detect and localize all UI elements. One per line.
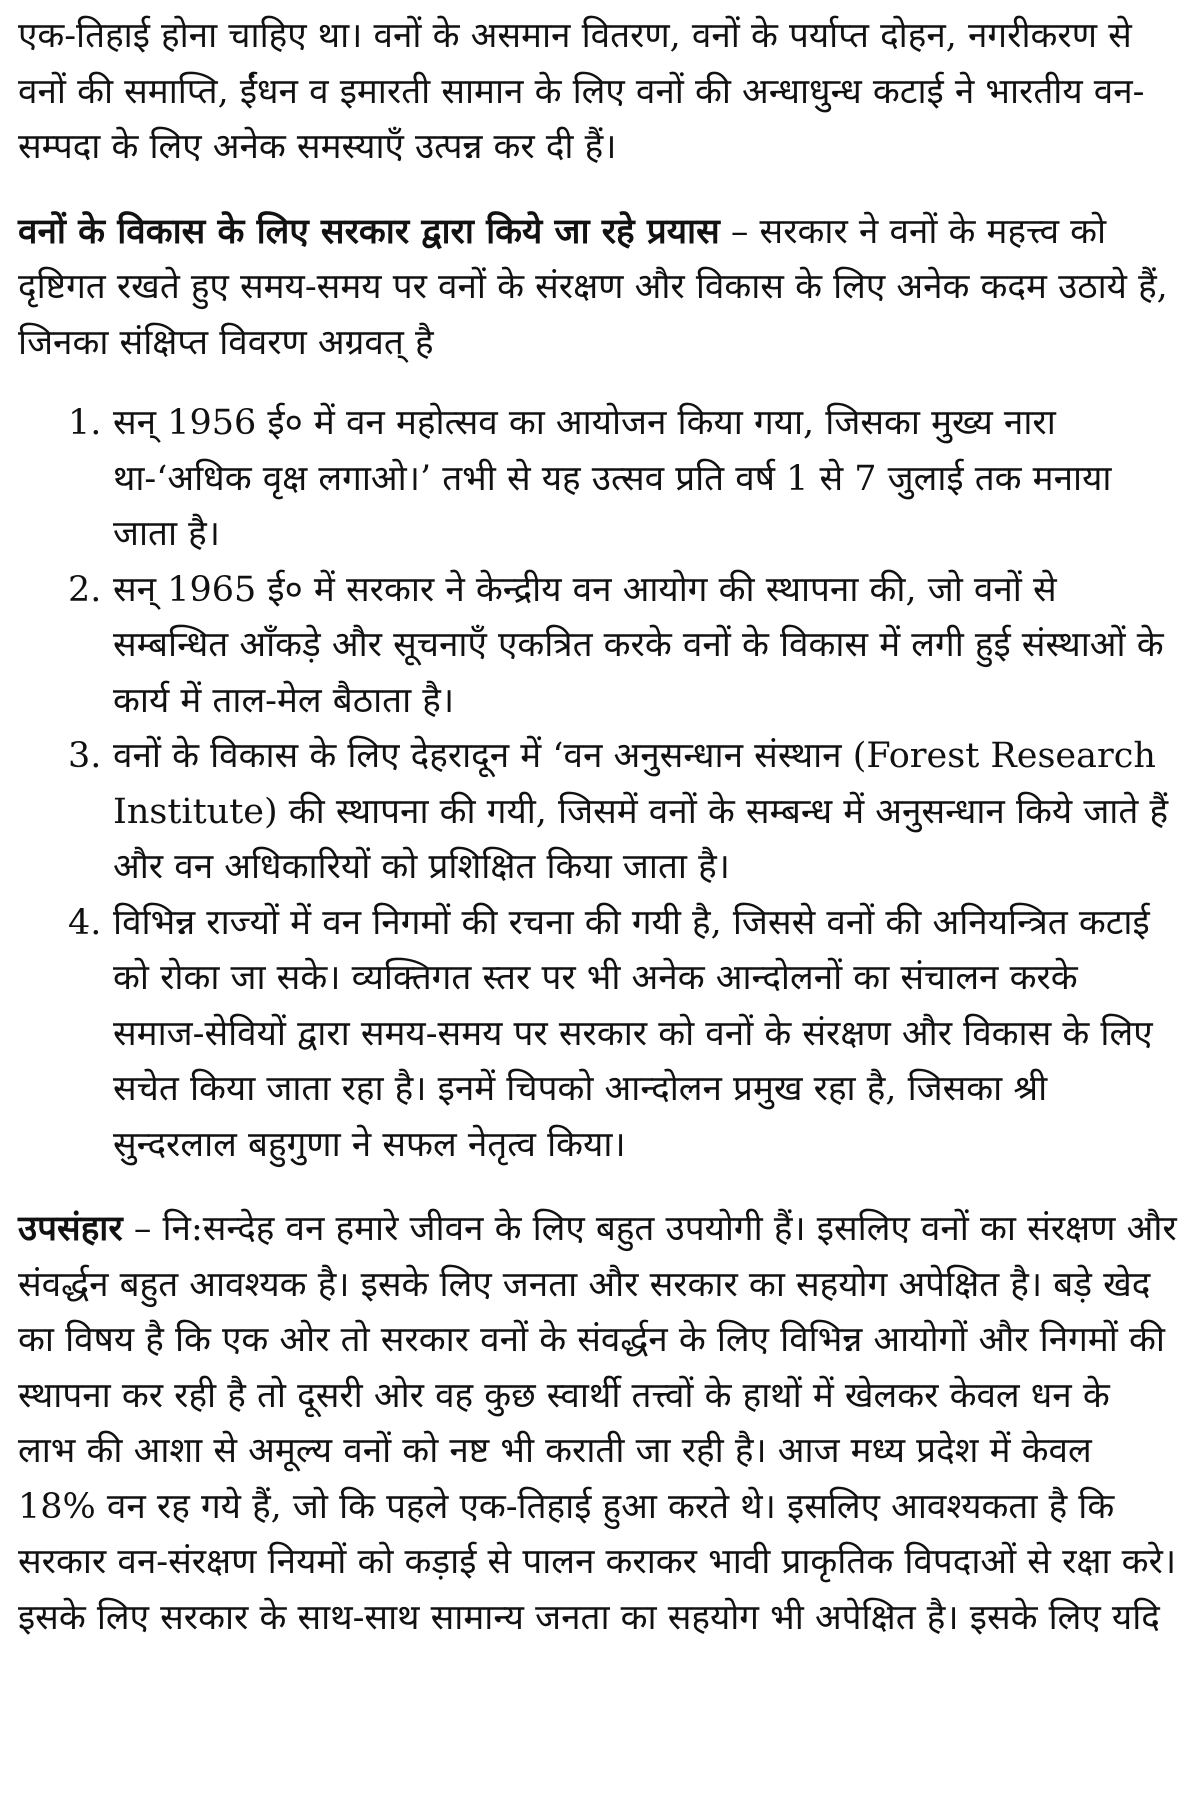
list-item-number: 4. [68,902,102,943]
list-item [68,563,1178,730]
list-item-number: 2. [68,569,102,610]
intro-paragraph: एक-तिहाई होना चाहिए था। वनों के असमान वितरण, वनों के पर्याप्त दोहन, नगरीकरण से वनों की समाप्ति, ईंधन व इमारती सामान के लिए वनों की अन्धाधुन्ध कटाई ने भारतीय वन-सम्पदा के लिए अनेक समस्याएँ उत्पन्न कर दी हैं। [18,16,1145,167]
list-item [68,396,1178,563]
conclusion-paragraph [18,1201,1178,1646]
list-item-number: 1. [68,403,102,443]
list-item-number: 3. [68,736,102,776]
list-item [68,729,1178,896]
efforts-text: सरकार ने वनों के महत्त्व को दृष्टिगत रखते हुए समय-समय पर वनों के संरक्षण और विकास के लिए अनेक कदम उठाये हैं, जिनका संक्षिप्त विवरण अग्रवत् है [18,211,1168,363]
list-item-text: वनों के विकास के लिए देहरादून में ‘वन अनुसन्धान संस्थान (Forest Research Institute) की स्थापना की गयी, जिसमें वनों के सम्बन्ध में अनुसन्धान किये जाते हैं और वन अधिकारियों को प्रशिक्षित किया जाता है। [113,736,1169,887]
efforts-list [18,396,1178,1173]
conclusion-heading: उपसंहार [18,1208,123,1249]
efforts-paragraph [18,204,1178,372]
document-page [18,0,1178,1646]
conclusion-text: नि:सन्देह वन हमारे जीवन के लिए बहुत उपयोगी हैं। इसलिए वनों का संरक्षण और संवर्द्धन बहुत आवश्यक है। इसके लिए जनता और सरकार का सहयोग अपेक्षित है। बड़े खेद का विषय है कि एक ओर तो सरकार वनों के संवर्द्धन के लिए विभिन्न आयोगों और निगमों की स्थापना कर रही है तो दूसरी ओर वह कुछ स्वार्थी तत्त्वों के हाथों में खेलकर केवल धन के लाभ की आशा से अमूल्य वनों को नष्ट भी कराती जा रही है। आज मध्य प्रदेश में केवल 18% वन रह गये हैं, जो कि पहले एक-तिहाई हुआ करते थे। इसलिए आवश्यकता है कि सरकार वन-संरक्षण नियमों को कड़ाई से पालन कराकर भावी प्राकृतिक विपदाओं से रक्षा करे। इसके लिए सरकार के साथ-साथ सामान्य जनता का सहयोग भी अपेक्षित है। इसके लिए यदि [18,1209,1177,1638]
efforts-heading: वनों के विकास के लिए सरकार द्वारा किये जा रहे प्रयास [18,210,720,252]
list-item [68,896,1178,1174]
list-item-text: सन् 1965 ई० में सरकार ने केन्द्रीय वन आयोग की स्थापना की, जो वनों से सम्बन्धित आँकड़े और सूचनाएँ एकत्रित करके वनों के विकास में लगी हुई संस्थाओं के कार्य में ताल-मेल बैठाता है। [113,569,1164,721]
efforts-separator: – [719,211,760,252]
conclusion-separator: – [122,1209,163,1249]
list-item-text: विभिन्न राज्यों में वन निगमों की रचना की गयी है, जिससे वनों की अनियन्त्रित कटाई को रोका जा सके। व्यक्तिगत स्तर पर भी अनेक आन्दोलनों का संचालन करके समाज-सेवियों द्वारा समय-समय पर सरकार को वनों के संरक्षण और विकास के लिए सचेत किया जाता रहा है। इनमें चिपको आन्दोलन प्रमुख रहा है, जिसका श्री सुन्दरलाल बहुगुणा ने सफल नेतृत्व किया। [113,902,1153,1165]
list-item-text: सन् 1956 ई० में वन महोत्सव का आयोजन किया गया, जिसका मुख्य नारा था-‘अधिक वृक्ष लगाओ।’ तभी से यह उत्सव प्रति वर्ष 1 से 7 जुलाई तक मनाया जाता है। [113,403,1112,554]
